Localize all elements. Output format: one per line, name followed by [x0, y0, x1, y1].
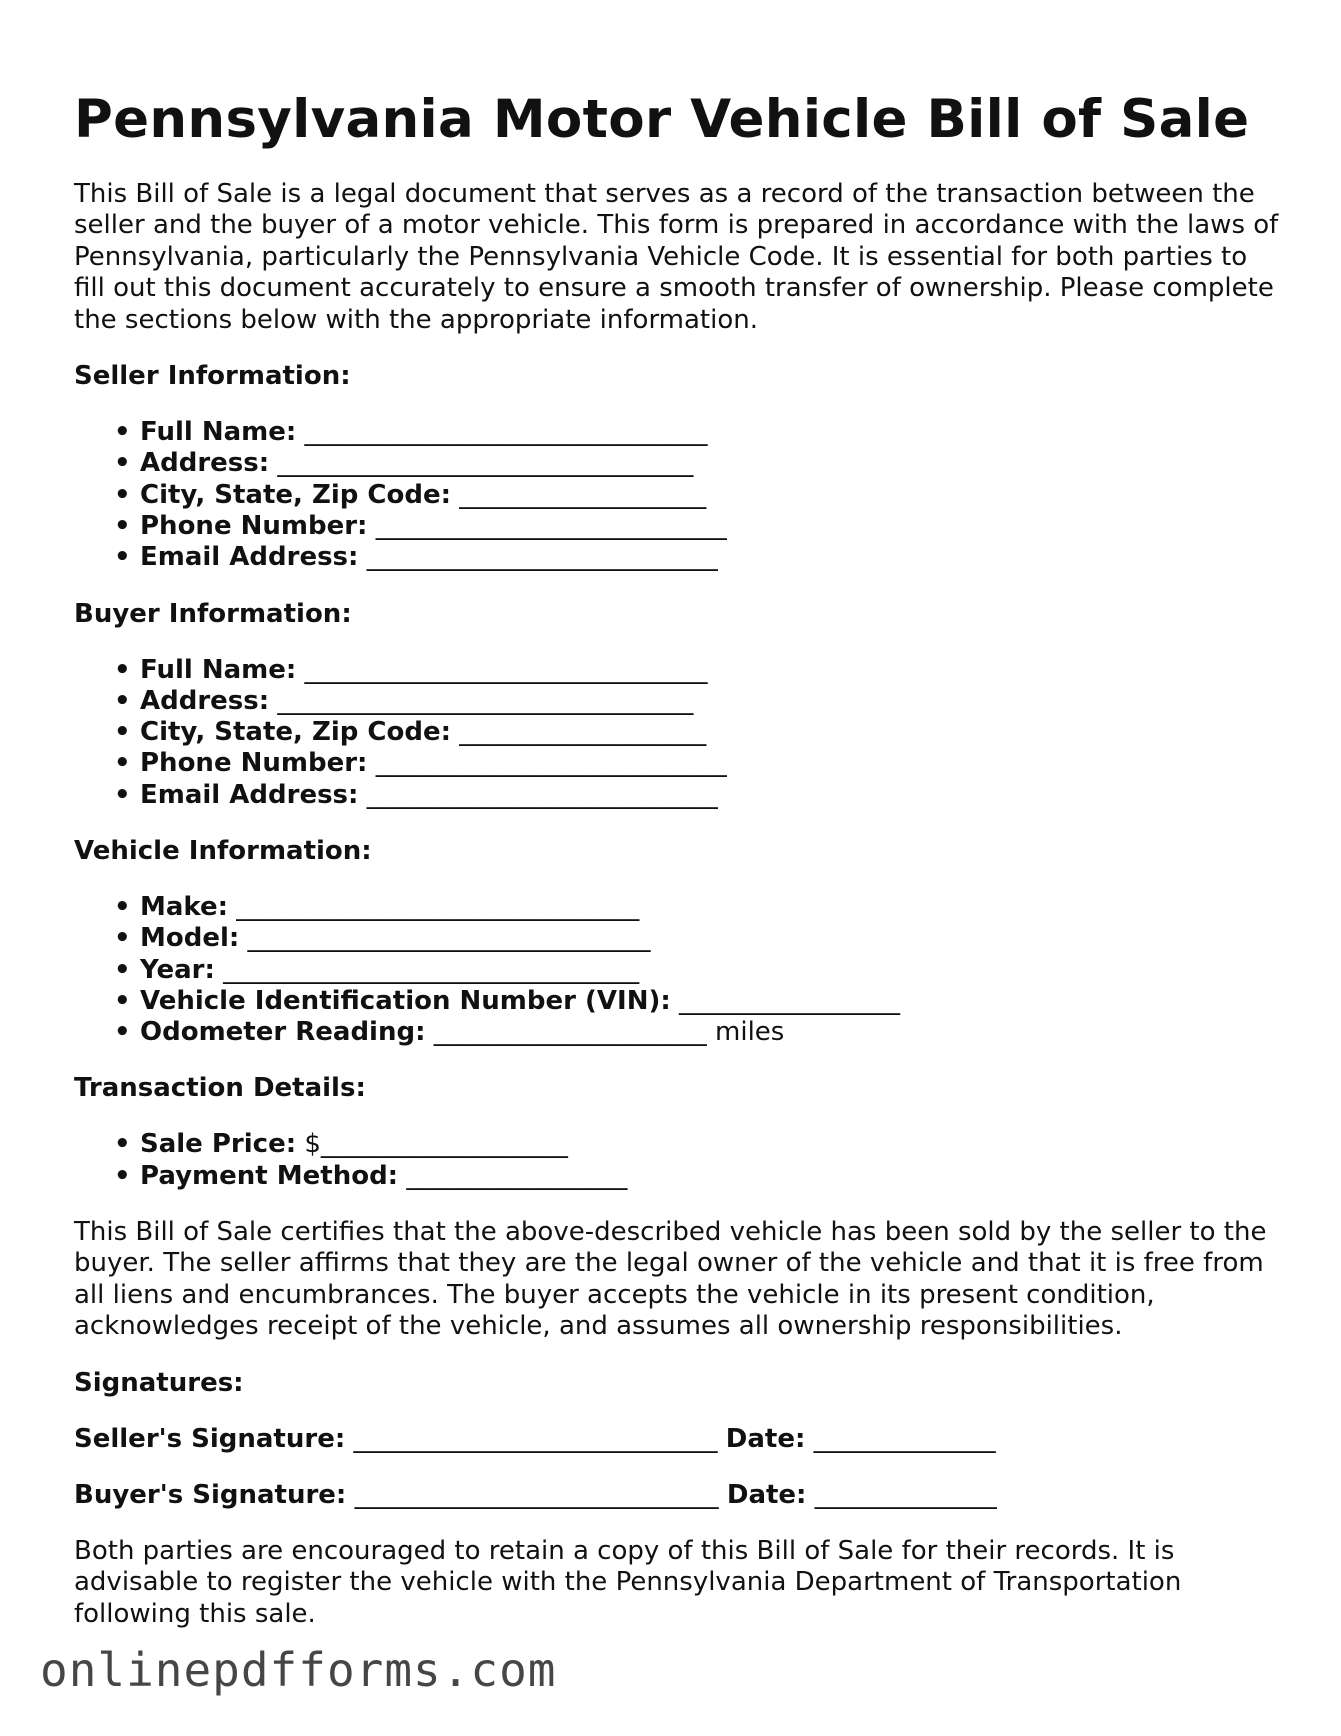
document-title: Pennsylvania Motor Vehicle Bill of Sale — [74, 89, 1250, 150]
bullet: • — [114, 1017, 131, 1048]
field-blank[interactable]: _______________________________ — [296, 654, 708, 685]
buyer-signature-blank[interactable]: ____________________________ — [346, 1479, 727, 1510]
field-label: Make: — [140, 892, 229, 922]
bullet: • — [114, 779, 131, 810]
intro-paragraph: This Bill of Sale is a legal document that serves as a record of the transaction between the seller and the buyer of a motor vehicle. This form is prepared in accordance with the laws of Pennsylvania, particularly the Pennsylvania Vehicle Code. It is essential for both parties to fill out this document accurately to ensure a smooth transfer of ownership. Please complete the sections below with the appropriate information. — [74, 179, 1279, 335]
field-blank[interactable]: _________________ — [398, 1160, 628, 1191]
field-blank[interactable]: _____________________ miles — [425, 1017, 785, 1048]
field-label: Phone Number: — [140, 510, 368, 541]
seller-section-heading: Seller Information: — [74, 361, 351, 392]
buyer-email-field[interactable] — [74, 780, 1284, 811]
document-page — [74, 88, 1284, 1630]
bullet: • — [114, 510, 131, 541]
bullet: • — [114, 479, 131, 510]
seller-address-field[interactable] — [74, 448, 1284, 479]
field-blank[interactable]: ___________________________ — [358, 779, 718, 810]
field-blank[interactable]: _________________ — [670, 985, 900, 1016]
field-blank[interactable]: $___________________ — [296, 1129, 568, 1160]
buyer-address-field[interactable] — [74, 686, 1284, 717]
vehicle-model-field[interactable] — [74, 923, 1284, 954]
field-blank[interactable]: ___________________________ — [358, 542, 718, 573]
bullet: • — [114, 654, 131, 685]
bullet: • — [114, 542, 131, 573]
field-blank[interactable]: _______________________________ — [228, 892, 640, 922]
sale-price-field[interactable] — [74, 1129, 1284, 1160]
field-blank[interactable]: ________________________________ — [214, 954, 640, 985]
buyer-date-label: Date: — [726, 1479, 807, 1510]
field-label: Email Address: — [140, 779, 359, 810]
buyer-date-blank[interactable]: ______________ — [806, 1479, 997, 1510]
field-label: City, State, Zip Code: — [140, 479, 451, 510]
vehicle-vin-field[interactable] — [74, 986, 1284, 1017]
seller-signature-row[interactable] — [74, 1424, 1284, 1455]
field-blank[interactable]: ___________________ — [450, 717, 707, 748]
seller-date-blank[interactable]: ______________ — [805, 1423, 996, 1454]
field-blank[interactable]: _______________________________ — [296, 417, 708, 448]
seller-signature-label: Seller's Signature: — [74, 1423, 346, 1454]
bullet: • — [114, 448, 131, 479]
field-label: Email Address: — [140, 542, 359, 573]
buyer-city-state-zip-field[interactable] — [74, 717, 1284, 748]
vehicle-fields-list — [74, 892, 1284, 1048]
bullet: • — [114, 717, 131, 748]
field-blank[interactable]: ________________________________ — [269, 685, 694, 716]
vehicle-section-heading: Vehicle Information: — [74, 836, 372, 866]
transaction-fields-list — [74, 1129, 1284, 1192]
field-blank[interactable]: ________________________________ — [269, 448, 694, 479]
field-label: Vehicle Identification Number (VIN): — [140, 985, 671, 1016]
bullet: • — [114, 748, 131, 779]
bullet: • — [114, 1129, 131, 1160]
field-label: Sale Price: — [140, 1129, 297, 1160]
buyer-full-name-field[interactable] — [74, 655, 1284, 686]
seller-fields-list — [74, 417, 1284, 573]
watermark-text: onlinepdfforms.com — [40, 1643, 557, 1697]
field-blank[interactable]: _______________________________ — [239, 923, 651, 954]
seller-date-label: Date: — [725, 1423, 806, 1454]
buyer-phone-field[interactable] — [74, 748, 1284, 779]
field-blank[interactable]: ___________________________ — [367, 748, 727, 779]
vehicle-year-field[interactable] — [74, 955, 1284, 986]
bullet: • — [114, 985, 131, 1016]
field-label: Full Name: — [140, 654, 297, 685]
buyer-signature-row[interactable] — [74, 1480, 1284, 1511]
field-label: Full Name: — [140, 417, 297, 448]
field-label: Payment Method: — [140, 1160, 399, 1191]
bullet: • — [114, 685, 131, 716]
field-label: Year: — [140, 954, 215, 985]
vehicle-make-field[interactable] — [74, 892, 1284, 923]
bullet: • — [114, 923, 131, 954]
field-label: Odometer Reading: — [140, 1017, 426, 1048]
field-blank[interactable]: ___________________ — [450, 479, 707, 510]
bullet: • — [114, 417, 131, 448]
certification-paragraph: This Bill of Sale certifies that the above-described vehicle has been sold by the seller to the buyer. The seller affirms that they are the legal owner of the vehicle and that it is free from all liens and encumbrances. The buyer accepts the vehicle in its present condition, acknowledges receipt of the vehicle, and assumes all ownership responsibilities. — [74, 1217, 1267, 1342]
buyer-signature-label: Buyer's Signature: — [74, 1479, 347, 1510]
field-label: City, State, Zip Code: — [140, 717, 451, 748]
seller-email-field[interactable] — [74, 542, 1284, 573]
field-label: Model: — [140, 923, 240, 954]
payment-method-field[interactable] — [74, 1161, 1284, 1192]
buyer-section-heading: Buyer Information: — [74, 598, 352, 629]
bullet: • — [114, 1160, 131, 1191]
field-blank[interactable]: ___________________________ — [367, 510, 727, 541]
signatures-section-heading: Signatures: — [74, 1367, 244, 1398]
vehicle-odometer-field[interactable] — [74, 1017, 1284, 1048]
seller-city-state-zip-field[interactable] — [74, 480, 1284, 511]
seller-phone-field[interactable] — [74, 511, 1284, 542]
bullet: • — [114, 954, 131, 985]
field-label: Address: — [140, 685, 270, 716]
transaction-section-heading: Transaction Details: — [74, 1073, 366, 1104]
seller-full-name-field[interactable] — [74, 417, 1284, 448]
buyer-fields-list — [74, 655, 1284, 811]
field-label: Address: — [140, 448, 270, 479]
bullet: • — [114, 892, 131, 922]
seller-signature-blank[interactable]: ____________________________ — [345, 1423, 726, 1454]
footer-paragraph: Both parties are encouraged to retain a copy of this Bill of Sale for their records. It is advisable to register the vehicle with the Pennsylvania Department of Transportation following this sale. — [74, 1535, 1182, 1629]
field-label: Phone Number: — [140, 748, 368, 779]
